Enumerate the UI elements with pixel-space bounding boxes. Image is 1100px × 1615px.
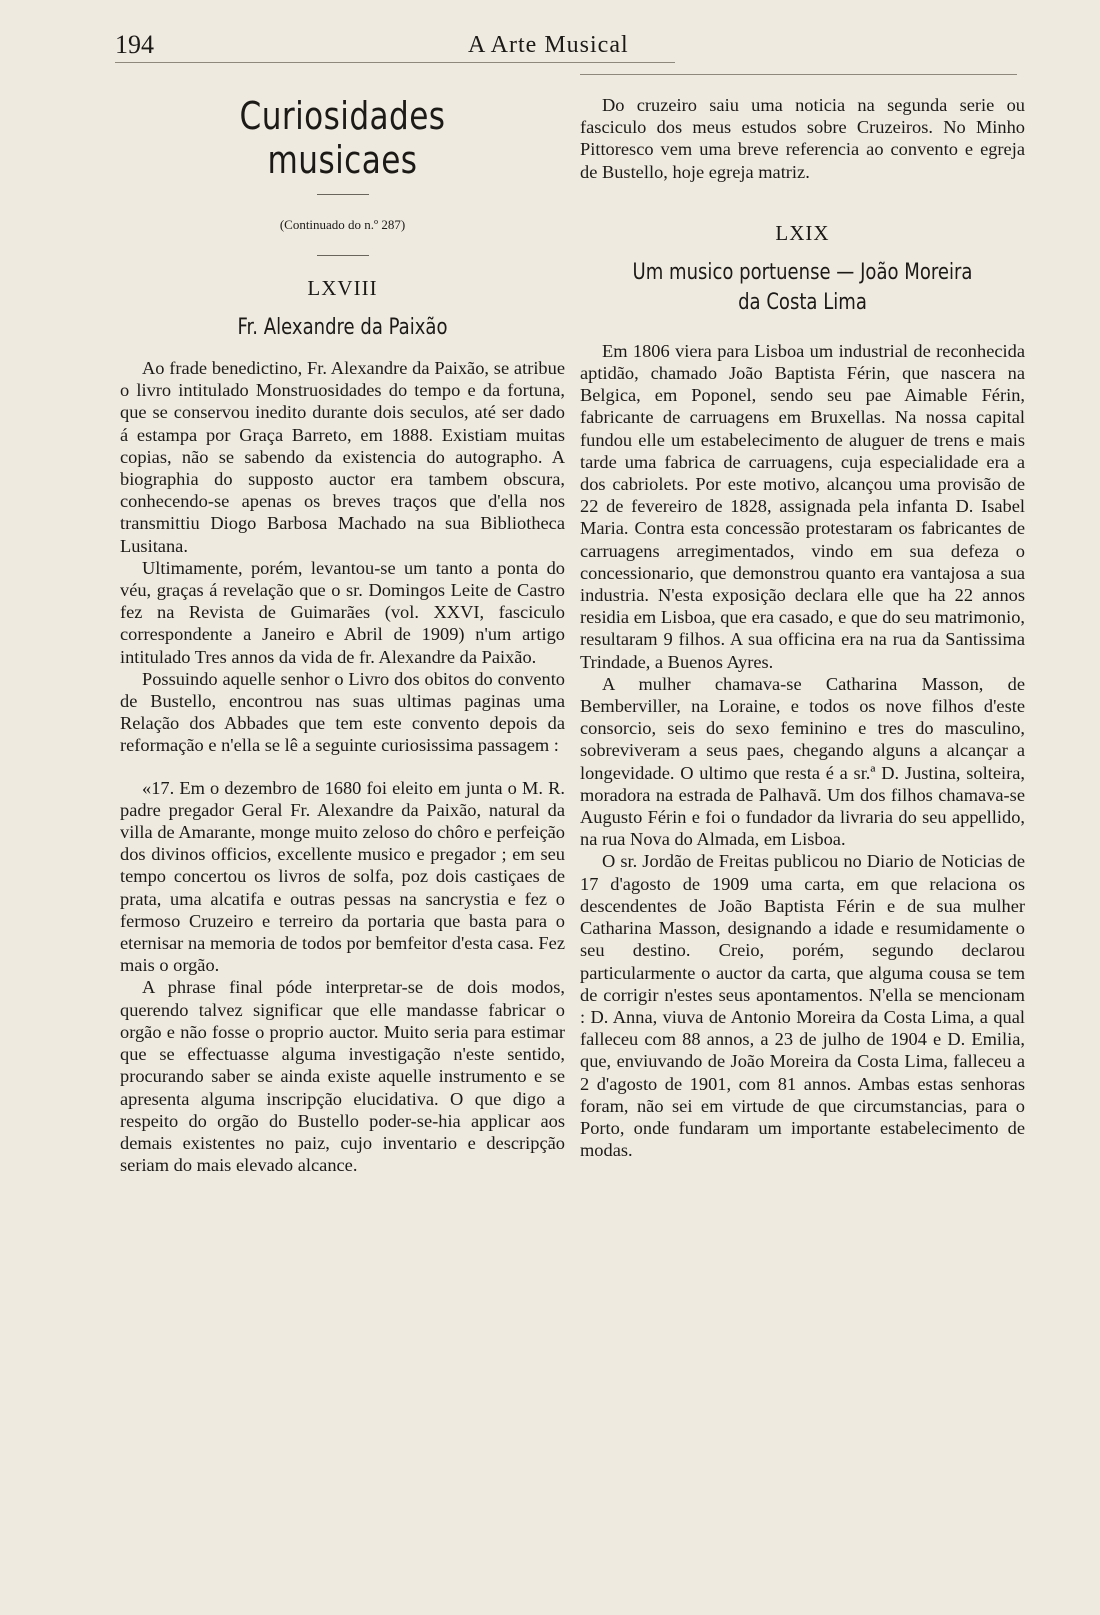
paragraph: A mulher chamava-se Catharina Masson, de Bemberviller, na Loraine, e todos os nove filhos d'este consorcio, seis do sexo feminino e tres do masculino, sobreviveram a seus paes, chegando alguns a alcançar a longevidade. O ultimo que resta é a sr.ª D. Justina, solteira, moradora na estrada de Palhavã. Um dos filhos chamava-se Augusto Férin e foi o fundador da livraria do seu appellido, na rua Nova do Almada, em Lisboa. <box>580 673 1025 850</box>
page-header <box>115 30 675 63</box>
article-title: Curiosidades musicaes <box>239 94 446 182</box>
paragraph: Possuindo aquelle senhor o Livro dos obitos do convento de Bustello, encontrou nas suas ultimas paginas uma Relação dos Abbades que tem este convento depois da reformação e n'ella se lê a seguinte curiosissima passagem : <box>120 668 565 756</box>
quoted-passage: «17. Em o dezembro de 1680 foi eleito em junta o M. R. padre pregador Geral Fr. Alexandre da Paixão, natural da villa de Amarante, monge muito zeloso do chôro e perfeição dos divinos officios, excellente musico e pregador ; em seu tempo concertou os livros de solfa, poz dois castiçaes de prata, uma alcatifa e outras pessas na sancrystia e fez o fermoso Cruzeiro e terreiro da portaria que basta para o eternisar na memoria de todos por bemfeitor d'esta casa. Fez mais o orgão. <box>120 777 565 976</box>
header-rule-right <box>580 74 1017 75</box>
paragraph: Ao frade benedictino, Fr. Alexandre da Paixão, se atribue o livro intitulado Monstruosidades do tempo e da fortuna, que se conservou inedito durante dois seculos, até ser dado á estampa por Graça Barreto, em 1888. Existiam muitas copias, não se sabendo da existencia do autographo. A biographia do supposto auctor era tambem obscura, conhecendo-se apenas os breves traços que d'ella nos transmittiu Diogo Barbosa Machado na sua Bibliotheca Lusitana. <box>120 358 565 556</box>
paragraph: Ultimamente, porém, levantou-se um tanto a ponta do véu, graças á revelação que o sr. Domingos Leite de Castro fez na Revista de Guimarães (vol. XXVI, fasciculo correspondente a Janeiro e Abril de 1909) n'um artigo intitulado Tres annos da vida de fr. Alexandre da Paixão. <box>120 557 565 667</box>
section-title-line-2: da Costa Lima <box>738 289 867 315</box>
right-intro <box>580 94 1025 183</box>
right-column <box>580 82 1025 1161</box>
paragraph: Do cruzeiro saiu uma noticia na segunda serie ou fasciculo dos meus estudos sobre Cruzeiros. No Minho Pittoresco vem uma breve referencia ao convento e egreja de Bustello, hoje egreja matriz. <box>580 95 1025 182</box>
left-body <box>120 357 565 1176</box>
divider-rule <box>317 255 369 256</box>
paragraph: O sr. Jordão de Freitas publicou no Diario de Noticias de 17 d'agosto de 1909 uma carta, em que relaciona os descendentes de João Baptista Férin e de sua mulher Catharina Masson, designando a idade e resumidamente o seu destino. Creio, porém, segundo declarou particularmente o auctor da carta, que alguma cousa se tem de corrigir n'estes seus apontamentos. N'ella se mencionam : D. Anna, viuva de Antonio Moreira da Costa Lima, a qual falleceu com 88 annos, a 23 de julho de 1904 e D. Emilia, que, enviuvando de João Moreira da Costa Lima, falleceu a 2 d'agosto de 1901, com 81 annos. Ambas estas senhoras foram, não sei em virtude de que circumstancias, para o Porto, onde fundaram um importante estabelecimento de modas. <box>580 851 1025 1161</box>
right-body <box>580 340 1025 1162</box>
left-column <box>120 82 565 1176</box>
paragraph: Em 1806 viera para Lisboa um industrial de reconhecida aptidão, chamado João Baptista Férin, que nascera na Belgica, em Poponel, sendo seu pae Aimable Férin, fabricante de carruagens em Bruxellas. Na nossa capital fundou elle um estabelecimento de aluguer de trens e mais tarde uma fabrica de carruagens, cuja especialidade era a dos cabriolets. Por este motivo, alcançou uma provisão de 22 de fevereiro de 1828, assignada pela infanta D. Isabel Maria. Contra esta concessão protestaram os fabricantes de carruagens arregimentados, vindo em sua defeza o concessionario, que demonstrou quanto era vantajosa a sua industria. N'esta exposição declara elle que ha 22 annos residia em Lisboa, que era casado, e que do seu matrimonio, resultaram 9 filhos. A sua officina era na rua da Santissima Trindade, a Buenos Ayres. <box>580 340 1025 672</box>
running-title: A Arte Musical <box>468 32 629 58</box>
page-number: 194 <box>115 30 154 59</box>
section-title-paixao: Fr. Alexandre da Paixão <box>237 315 448 340</box>
title-rule <box>317 194 369 195</box>
section-number-lxix: LXIX <box>775 220 830 245</box>
paragraph: A phrase final póde interpretar-se de dois modos, querendo talvez significar que elle mandasse fabricar o orgão e não fosse o proprio auctor. Muito seria para estimar que se effectuasse alguma investigação n'este sentido, procurando saber se ainda existe aquelle instrumento e se apresenta alguma inscripção elucidativa. O que digo a respeito do orgão do Bustello poder-se-hia applicar aos demais existentes no paiz, cujo inventario e descripção seriam do mais elevado alcance. <box>120 977 565 1176</box>
continuation-note: (Continuado do n.º 287) <box>279 217 406 232</box>
section-title-line-1: Um musico portuense — João Moreira <box>632 259 973 285</box>
section-number-lxviii: LXVIII <box>307 276 378 300</box>
